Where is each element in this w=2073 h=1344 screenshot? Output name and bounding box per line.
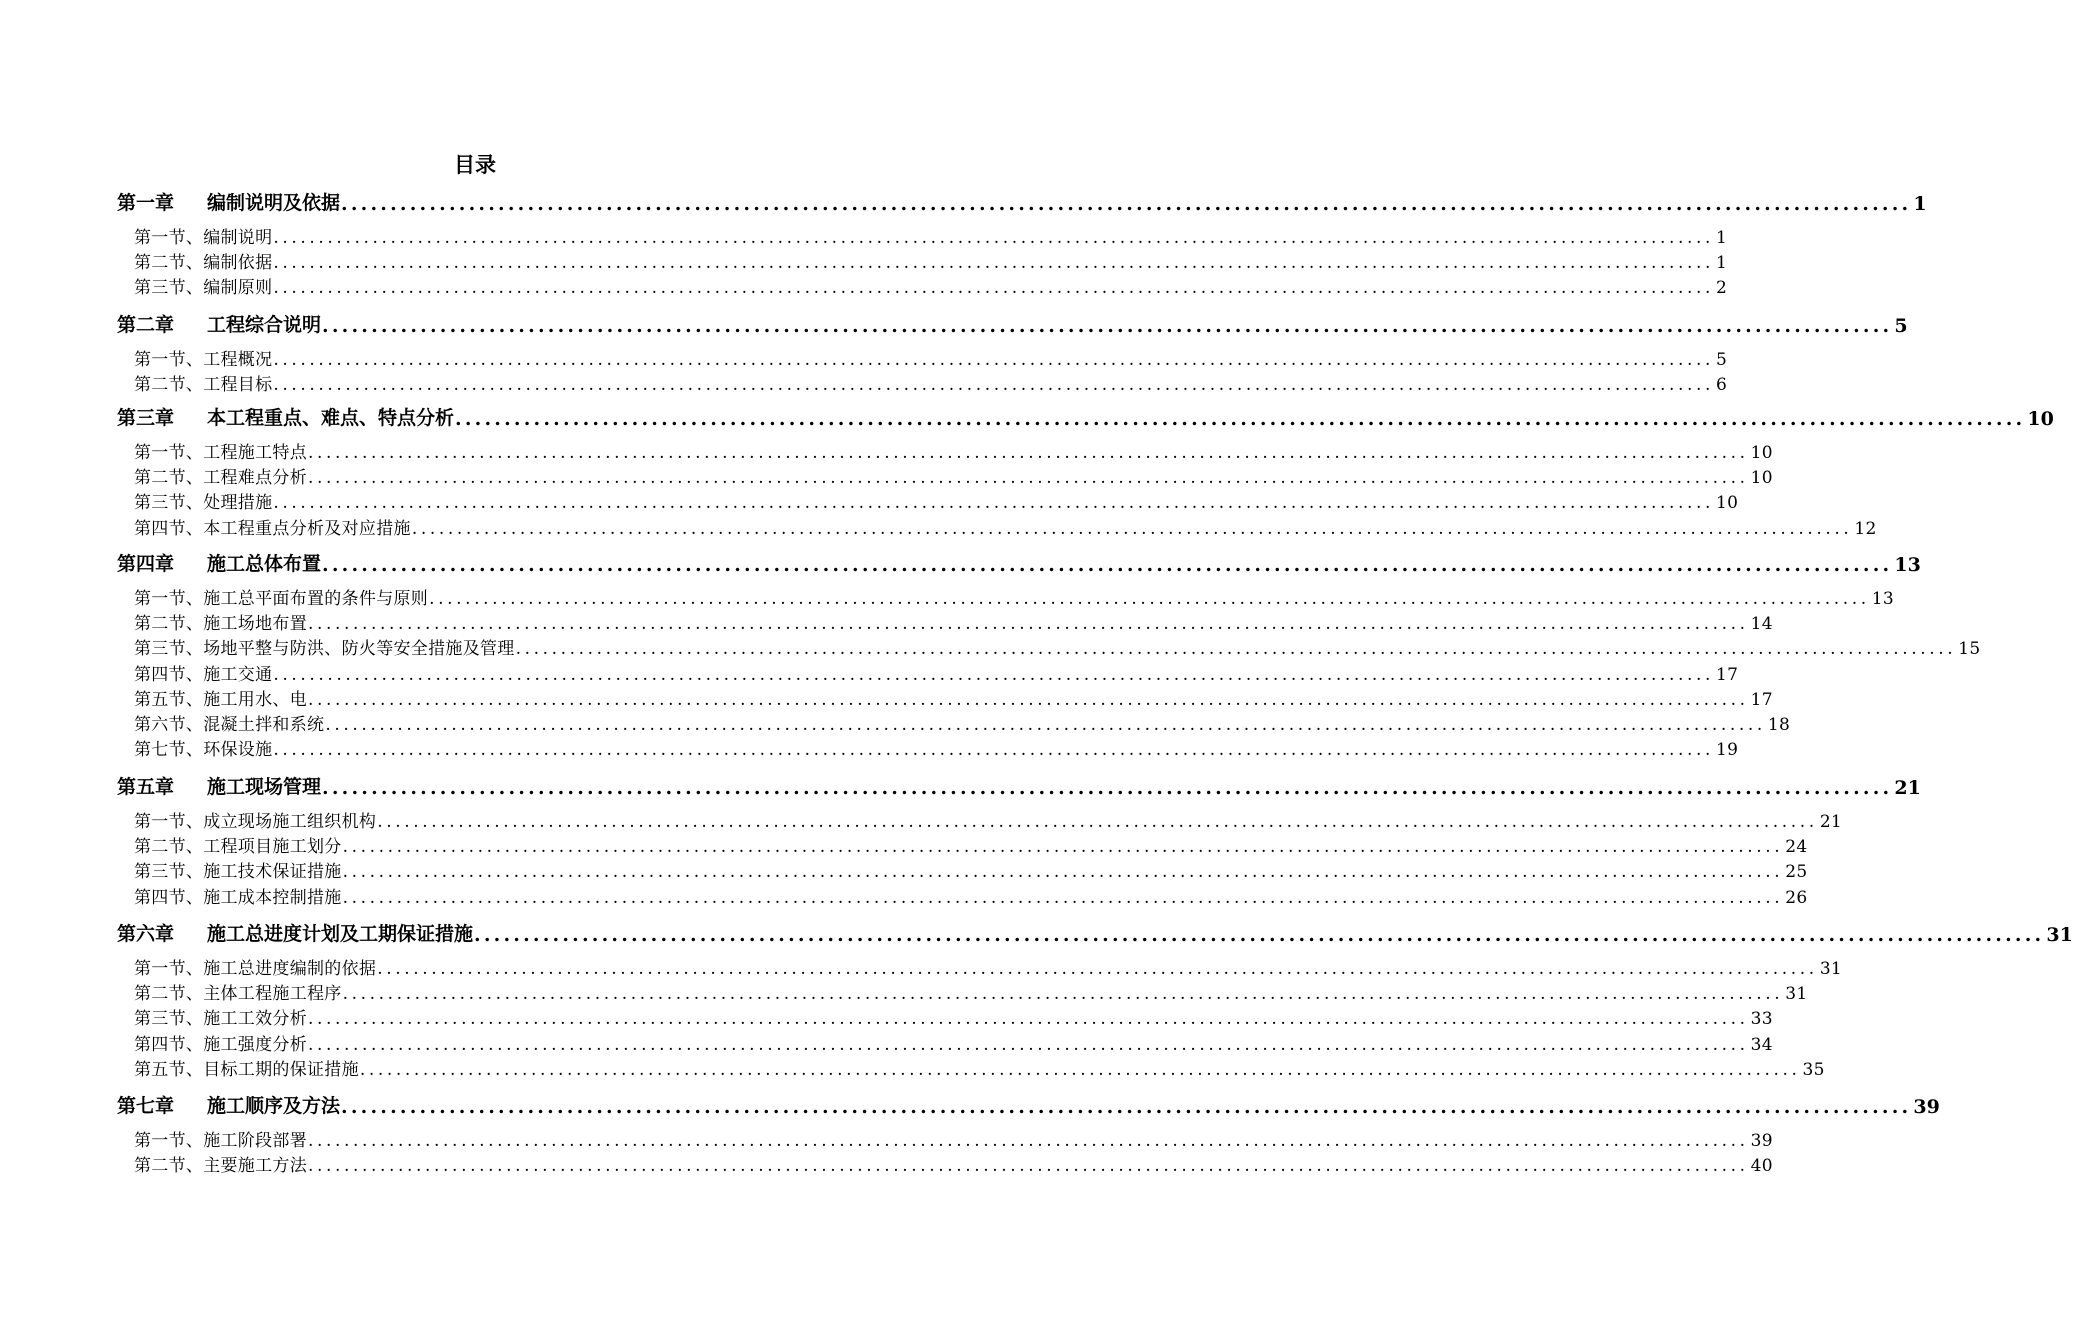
page-number: 13 <box>1871 589 1894 609</box>
dot-leader: ................................................................................................................................................................ <box>273 493 1715 514</box>
page-number: 1 <box>1716 253 1728 274</box>
toc-section-entry[interactable] <box>134 610 1773 635</box>
toc-section-entry[interactable] <box>134 489 1739 514</box>
section-title: 第一节、施工阶段部署 <box>134 1131 307 1151</box>
toc-chapter-entry[interactable] <box>117 771 1921 799</box>
page-number: 6 <box>1716 375 1728 396</box>
chapter-number: 第五章 <box>117 776 175 798</box>
section-title: 第四节、施工成本控制措施 <box>134 887 342 908</box>
toc-section-entry[interactable] <box>134 833 1808 858</box>
dot-leader: ................................................................................................................................................................ <box>474 924 2045 946</box>
dot-leader: ................................................................................................................................................................ <box>273 278 1715 299</box>
toc-chapter-entry[interactable] <box>117 402 2054 430</box>
dot-leader: ................................................................................................................................................................ <box>341 1096 1912 1118</box>
page-number: 18 <box>1767 715 1791 735</box>
page-number: 33 <box>1750 1009 1773 1030</box>
toc-chapter-entry[interactable] <box>117 918 2073 946</box>
section-title: 第五节、目标工期的保证措施 <box>134 1059 359 1080</box>
dot-leader: ................................................................................................................................................................ <box>325 715 1766 735</box>
page-number: 39 <box>1750 1131 1773 1151</box>
page-number: 26 <box>1785 887 1808 908</box>
section-title: 第二节、施工场地布置 <box>134 614 307 635</box>
page-number: 31 <box>2046 924 2073 946</box>
page-number: 2 <box>1716 278 1728 299</box>
section-title: 第三节、施工工效分析 <box>134 1009 307 1030</box>
page-number: 21 <box>1894 777 1921 799</box>
dot-leader: ................................................................................................................................................................ <box>342 837 1784 858</box>
chapter-title: 编制说明及依据 <box>207 192 341 214</box>
toc-section-entry[interactable] <box>134 736 1739 761</box>
dot-leader: ................................................................................................................................................................ <box>322 315 1893 337</box>
page-number: 15 <box>1958 639 1981 660</box>
section-title: 第二节、编制依据 <box>134 253 273 274</box>
section-title: 第一节、施工总平面布置的条件与原则 <box>134 589 429 609</box>
section-title: 第二节、主体工程施工程序 <box>134 984 342 1005</box>
toc-chapter-entry[interactable] <box>117 548 1921 576</box>
chapter-number: 第三章 <box>117 407 175 429</box>
chapter-number: 第七章 <box>117 1095 175 1117</box>
section-title: 第二节、工程难点分析 <box>134 468 307 489</box>
page-number: 21 <box>1819 812 1843 832</box>
dot-leader: ................................................................................................................................................................ <box>377 812 1818 832</box>
toc-section-entry[interactable] <box>134 1031 1773 1055</box>
toc-section-entry[interactable] <box>134 635 1981 660</box>
dot-leader: ................................................................................................................................................................ <box>515 639 1957 660</box>
dot-leader: ................................................................................................................................................................ <box>308 614 1749 635</box>
dot-leader: ................................................................................................................................................................ <box>411 518 1853 539</box>
page-number: 10 <box>1716 493 1739 514</box>
toc-section-entry[interactable] <box>134 1152 1773 1177</box>
dot-leader: ................................................................................................................................................................ <box>341 193 1912 215</box>
dot-leader: ................................................................................................................................................................ <box>342 984 1784 1005</box>
dot-leader: ................................................................................................................................................................ <box>342 887 1784 908</box>
toc-section-entry[interactable] <box>134 808 1843 832</box>
page-number: 1 <box>1716 228 1728 248</box>
chapter-title: 本工程重点、难点、特点分析 <box>207 407 455 429</box>
dot-leader: ................................................................................................................................................................ <box>273 375 1715 396</box>
page-number: 19 <box>1716 740 1739 761</box>
page-number: 17 <box>1750 689 1773 710</box>
dot-leader: ................................................................................................................................................................ <box>342 862 1784 883</box>
toc-chapter-entry[interactable] <box>117 1090 1940 1118</box>
section-title: 第一节、工程施工特点 <box>134 443 307 463</box>
section-title: 第一节、工程概况 <box>134 350 273 370</box>
section-title: 第二节、工程目标 <box>134 375 273 396</box>
page-number: 34 <box>1750 1034 1773 1055</box>
chapter-title: 施工总体布置 <box>207 553 322 575</box>
dot-leader: ................................................................................................................................................................ <box>429 589 1870 609</box>
page-number: 10 <box>2027 408 2054 430</box>
toc-section-entry[interactable] <box>134 224 1728 248</box>
toc-chapter-entry[interactable] <box>117 309 1908 337</box>
toc-section-entry[interactable] <box>134 464 1773 489</box>
dot-leader: ................................................................................................................................................................ <box>359 1059 1801 1080</box>
chapter-number: 第六章 <box>117 923 175 945</box>
page-number: 40 <box>1750 1156 1773 1177</box>
section-title: 第二节、主要施工方法 <box>134 1156 307 1177</box>
section-title: 第六节、混凝土拌和系统 <box>134 715 325 735</box>
chapter-title: 施工顺序及方法 <box>207 1095 341 1117</box>
chapter-title: 工程综合说明 <box>207 314 322 336</box>
chapter-number: 第二章 <box>117 314 175 336</box>
dot-leader: ................................................................................................................................................................ <box>308 1131 1749 1151</box>
toc-chapter-entry[interactable] <box>117 187 1927 215</box>
section-title: 第四节、施工强度分析 <box>134 1034 307 1055</box>
toc-section-entry[interactable] <box>134 980 1808 1005</box>
chapter-title: 施工现场管理 <box>207 776 322 798</box>
page-number: 39 <box>1913 1096 1940 1118</box>
page-number: 13 <box>1894 554 1921 576</box>
section-title: 第七节、环保设施 <box>134 740 273 761</box>
page-number: 1 <box>1913 193 1927 215</box>
chapter-number: 第一章 <box>117 192 175 214</box>
page-number: 17 <box>1716 664 1739 685</box>
dot-leader: ................................................................................................................................................................ <box>377 959 1818 979</box>
page-number: 24 <box>1785 837 1808 858</box>
dot-leader: ................................................................................................................................................................ <box>322 777 1893 799</box>
dot-leader: ................................................................................................................................................................ <box>273 228 1715 248</box>
page-number: 10 <box>1750 443 1773 463</box>
toc-section-entry[interactable] <box>134 249 1728 274</box>
section-title: 第一节、施工总进度编制的依据 <box>134 959 377 979</box>
page-number: 35 <box>1802 1059 1825 1080</box>
dot-leader: ................................................................................................................................................................ <box>455 408 2026 430</box>
dot-leader: ................................................................................................................................................................ <box>273 664 1715 685</box>
page-number: 25 <box>1785 862 1808 883</box>
dot-leader: ................................................................................................................................................................ <box>322 554 1893 576</box>
section-title: 第一节、编制说明 <box>134 228 273 248</box>
chapter-number: 第四章 <box>117 553 175 575</box>
section-title: 第二节、工程项目施工划分 <box>134 837 342 858</box>
toc-section-entry[interactable] <box>134 515 1877 539</box>
page-number: 10 <box>1750 468 1773 489</box>
page-number: 5 <box>1716 350 1728 370</box>
page-number: 14 <box>1750 614 1773 635</box>
section-title: 第三节、场地平整与防洪、防火等安全措施及管理 <box>134 639 515 660</box>
page-number: 31 <box>1785 984 1808 1005</box>
section-title: 第一节、成立现场施工组织机构 <box>134 812 377 832</box>
toc-section-entry[interactable] <box>134 585 1894 609</box>
toc-section-entry[interactable] <box>134 858 1808 883</box>
dot-leader: ................................................................................................................................................................ <box>273 740 1715 761</box>
page-number: 31 <box>1819 959 1843 979</box>
toc-section-entry[interactable] <box>134 1056 1825 1080</box>
toc-section-entry[interactable] <box>134 371 1728 396</box>
toc-section-entry[interactable] <box>134 1127 1773 1151</box>
page-number: 5 <box>1894 315 1908 337</box>
toc-title: 目录 <box>454 152 496 177</box>
dot-leader: ................................................................................................................................................................ <box>273 350 1715 370</box>
page-number: 12 <box>1854 518 1877 539</box>
section-title: 第三节、处理措施 <box>134 493 273 514</box>
toc-section-entry[interactable] <box>134 439 1773 463</box>
toc-section-entry[interactable] <box>134 711 1791 735</box>
dot-leader: ................................................................................................................................................................ <box>308 1156 1749 1177</box>
dot-leader: ................................................................................................................................................................ <box>308 443 1749 463</box>
section-title: 第五节、施工用水、电 <box>134 689 307 710</box>
section-title: 第三节、编制原则 <box>134 278 273 299</box>
toc-section-entry[interactable] <box>134 661 1739 685</box>
toc-section-entry[interactable] <box>134 1005 1773 1030</box>
toc-section-entry[interactable] <box>134 686 1773 710</box>
dot-leader: ................................................................................................................................................................ <box>308 1034 1749 1055</box>
toc-section-entry[interactable] <box>134 884 1808 908</box>
dot-leader: ................................................................................................................................................................ <box>308 468 1749 489</box>
toc-section-entry[interactable] <box>134 274 1728 299</box>
chapter-title: 施工总进度计划及工期保证措施 <box>207 923 474 945</box>
section-title: 第三节、施工技术保证措施 <box>134 862 342 883</box>
section-title: 第四节、本工程重点分析及对应措施 <box>134 518 411 539</box>
dot-leader: ................................................................................................................................................................ <box>308 689 1749 710</box>
section-title: 第四节、施工交通 <box>134 664 273 685</box>
toc-section-entry[interactable] <box>134 955 1843 979</box>
dot-leader: ................................................................................................................................................................ <box>308 1009 1749 1030</box>
dot-leader: ................................................................................................................................................................ <box>273 253 1715 274</box>
toc-section-entry[interactable] <box>134 346 1728 370</box>
